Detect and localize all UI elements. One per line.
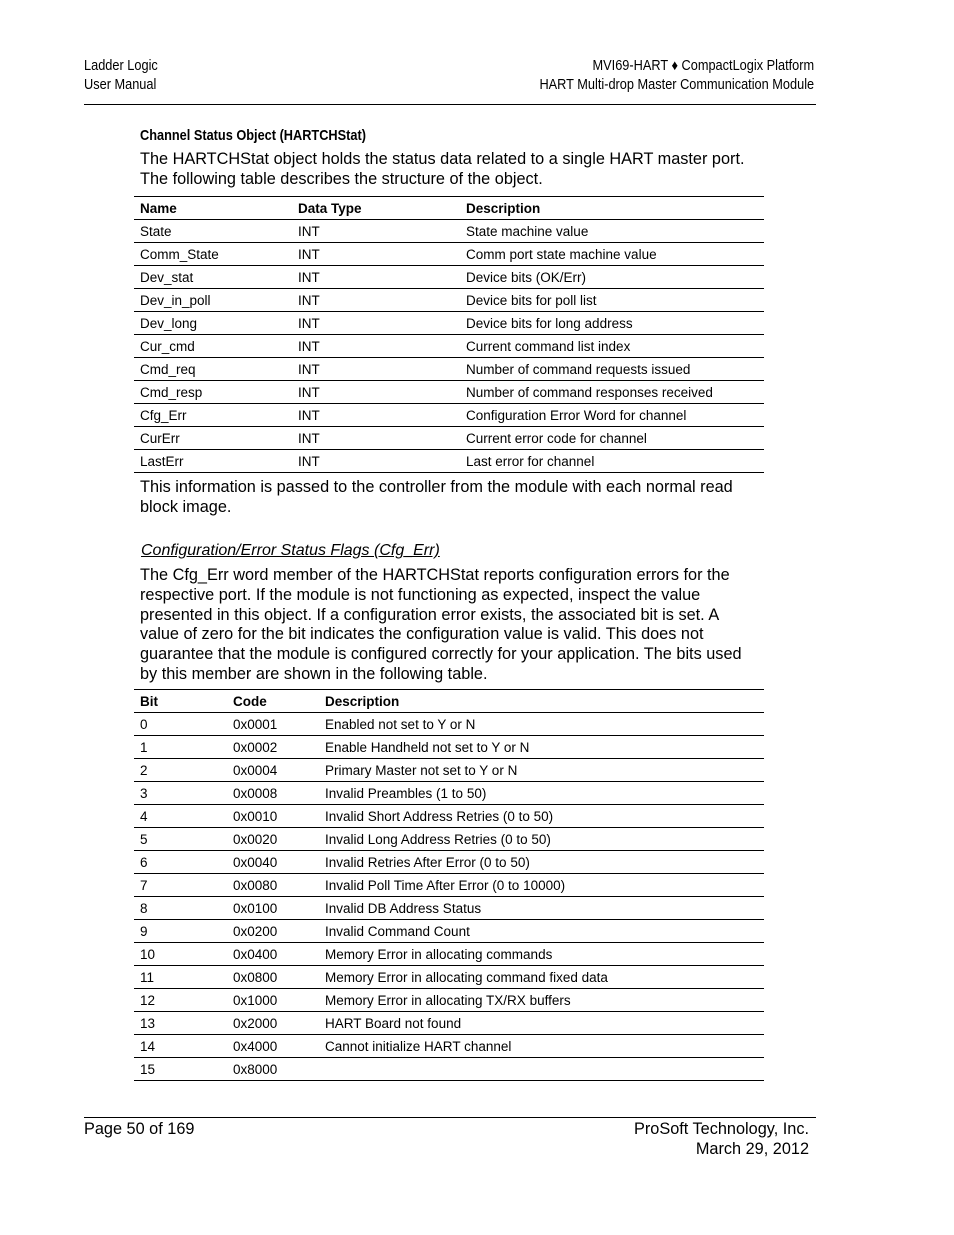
cell-code: 0x1000 — [227, 989, 319, 1012]
table-row — [134, 943, 764, 966]
cell-bit: 10 — [134, 943, 227, 966]
cell-description: Current error code for channel — [460, 427, 764, 450]
column-header-bit: Bit — [134, 690, 227, 713]
header-module: HART Multi-drop Master Communication Module — [539, 77, 814, 93]
cell-description: Invalid Preambles (1 to 50) — [319, 782, 764, 805]
table-row — [134, 266, 764, 289]
cell-description: Current command list index — [460, 335, 764, 358]
cell-code: 0x4000 — [227, 1035, 319, 1058]
cell-name: CurErr — [134, 427, 292, 450]
cell-code: 0x8000 — [227, 1058, 319, 1081]
cell-name: State — [134, 220, 292, 243]
cell-name: Cmd_resp — [134, 381, 292, 404]
cell-bit: 8 — [134, 897, 227, 920]
table-row — [134, 289, 764, 312]
cell-description: Memory Error in allocating commands — [319, 943, 764, 966]
cell-description: Number of command responses received — [460, 381, 764, 404]
table-row — [134, 243, 764, 266]
cell-code: 0x2000 — [227, 1012, 319, 1035]
footer-divider — [84, 1117, 816, 1118]
table-row — [134, 989, 764, 1012]
cell-description: HART Board not found — [319, 1012, 764, 1035]
cell-name: Dev_long — [134, 312, 292, 335]
cell-description — [319, 1058, 764, 1081]
cell-data-type: INT — [292, 381, 460, 404]
header-product: MVI69-HART ♦ CompactLogix Platform — [592, 58, 814, 74]
column-header-data-type: Data Type — [292, 197, 460, 220]
hartchstat-structure-table — [134, 196, 764, 473]
cell-bit: 4 — [134, 805, 227, 828]
cell-name: Cfg_Err — [134, 404, 292, 427]
cell-name: Cmd_req — [134, 358, 292, 381]
column-header-name: Name — [134, 197, 292, 220]
cell-bit: 1 — [134, 736, 227, 759]
table-row — [134, 335, 764, 358]
table-row — [134, 897, 764, 920]
cell-description: Enabled not set to Y or N — [319, 713, 764, 736]
header-doc-section: Ladder Logic — [84, 58, 158, 74]
cell-data-type: INT — [292, 427, 460, 450]
cell-code: 0x0020 — [227, 828, 319, 851]
table-row — [134, 427, 764, 450]
cell-code: 0x0080 — [227, 874, 319, 897]
cell-bit: 15 — [134, 1058, 227, 1081]
cell-code: 0x0010 — [227, 805, 319, 828]
cell-name: Comm_State — [134, 243, 292, 266]
cfg-err-bits-table — [134, 689, 764, 1081]
table-row — [134, 1035, 764, 1058]
table-row — [134, 828, 764, 851]
table-row — [134, 966, 764, 989]
table-row — [134, 759, 764, 782]
cell-code: 0x0008 — [227, 782, 319, 805]
cell-description: Comm port state machine value — [460, 243, 764, 266]
cell-description: Invalid Long Address Retries (0 to 50) — [319, 828, 764, 851]
cell-bit: 14 — [134, 1035, 227, 1058]
table-row — [134, 1012, 764, 1035]
table-row — [134, 920, 764, 943]
cell-name: Dev_in_poll — [134, 289, 292, 312]
cell-data-type: INT — [292, 358, 460, 381]
cell-code: 0x0001 — [227, 713, 319, 736]
table-row — [134, 1058, 764, 1081]
table-header-row — [134, 690, 764, 713]
footer-right — [634, 1120, 809, 1159]
cell-description: Device bits for long address — [460, 312, 764, 335]
header-divider — [84, 104, 816, 105]
cell-description: Memory Error in allocating TX/RX buffers — [319, 989, 764, 1012]
cell-name: LastErr — [134, 450, 292, 473]
cell-code: 0x0400 — [227, 943, 319, 966]
table-row — [134, 851, 764, 874]
cell-bit: 2 — [134, 759, 227, 782]
publication-date: March 29, 2012 — [695, 1139, 809, 1158]
cell-code: 0x0002 — [227, 736, 319, 759]
cell-description: Number of command requests issued — [460, 358, 764, 381]
cell-bit: 11 — [134, 966, 227, 989]
cell-description: Invalid Retries After Error (0 to 50) — [319, 851, 764, 874]
cell-code: 0x0100 — [227, 897, 319, 920]
cell-description: Invalid Short Address Retries (0 to 50) — [319, 805, 764, 828]
table-row — [134, 874, 764, 897]
cell-bit: 12 — [134, 989, 227, 1012]
cell-data-type: INT — [292, 220, 460, 243]
cell-description: Last error for channel — [460, 450, 764, 473]
header-doc-type: User Manual — [84, 77, 157, 93]
cell-code: 0x0040 — [227, 851, 319, 874]
page-number: Page 50 of 169 — [84, 1120, 195, 1138]
cell-bit: 5 — [134, 828, 227, 851]
table-row — [134, 782, 764, 805]
header-right — [539, 57, 814, 95]
table-row — [134, 450, 764, 473]
table-row — [134, 713, 764, 736]
cell-bit: 9 — [134, 920, 227, 943]
cell-bit: 13 — [134, 1012, 227, 1035]
cell-description: Primary Master not set to Y or N — [319, 759, 764, 782]
subsection-title: Configuration/Error Status Flags (Cfg_Err) — [141, 542, 440, 559]
cell-data-type: INT — [292, 266, 460, 289]
cell-description: Configuration Error Word for channel — [460, 404, 764, 427]
cell-description: Enable Handheld not set to Y or N — [319, 736, 764, 759]
cell-description: Memory Error in allocating command fixed data — [319, 966, 764, 989]
cell-bit: 6 — [134, 851, 227, 874]
cell-bit: 3 — [134, 782, 227, 805]
section-title: Channel Status Object (HARTCHStat) — [140, 127, 366, 144]
column-header-description: Description — [319, 690, 764, 713]
table-row — [134, 404, 764, 427]
table-row — [134, 220, 764, 243]
table-row — [134, 358, 764, 381]
cell-description: Device bits for poll list — [460, 289, 764, 312]
company-name: ProSoft Technology, Inc. — [634, 1120, 809, 1138]
cell-name: Cur_cmd — [134, 335, 292, 358]
intro-paragraph: The HARTCHStat object holds the status data related to a single HART master port. The following table describes the structure of the object. — [140, 150, 745, 188]
table-row — [134, 805, 764, 828]
table-row — [134, 736, 764, 759]
table-header-row — [134, 197, 764, 220]
cfg-err-paragraph: The Cfg_Err word member of the HARTCHStat reports configuration errors for the respective port. If the module is not functioning as expected, inspect the value presented in this object. If a configuration error exists, the associated bit is set. A value of zero for the bit indicates the configuration value is valid. This does not guarantee that the module is configured correctly for your application. The bits used by this member are shown in the following table. — [140, 566, 742, 683]
cell-description: Cannot initialize HART channel — [319, 1035, 764, 1058]
cell-name: Dev_stat — [134, 266, 292, 289]
column-header-code: Code — [227, 690, 319, 713]
header-left — [84, 57, 158, 95]
cell-description: Invalid Command Count — [319, 920, 764, 943]
cell-description: State machine value — [460, 220, 764, 243]
cell-data-type: INT — [292, 450, 460, 473]
cell-description: Device bits (OK/Err) — [460, 266, 764, 289]
cell-data-type: INT — [292, 335, 460, 358]
table-row — [134, 381, 764, 404]
cell-description: Invalid DB Address Status — [319, 897, 764, 920]
cell-description: Invalid Poll Time After Error (0 to 10000) — [319, 874, 764, 897]
cell-code: 0x0004 — [227, 759, 319, 782]
cell-data-type: INT — [292, 289, 460, 312]
cell-data-type: INT — [292, 243, 460, 266]
cell-data-type: INT — [292, 312, 460, 335]
cell-code: 0x0800 — [227, 966, 319, 989]
column-header-description: Description — [460, 197, 764, 220]
cell-data-type: INT — [292, 404, 460, 427]
cell-bit: 7 — [134, 874, 227, 897]
cell-bit: 0 — [134, 713, 227, 736]
cell-code: 0x0200 — [227, 920, 319, 943]
table-row — [134, 312, 764, 335]
after-table-paragraph: This information is passed to the controller from the module with each normal read block image. — [140, 478, 733, 516]
